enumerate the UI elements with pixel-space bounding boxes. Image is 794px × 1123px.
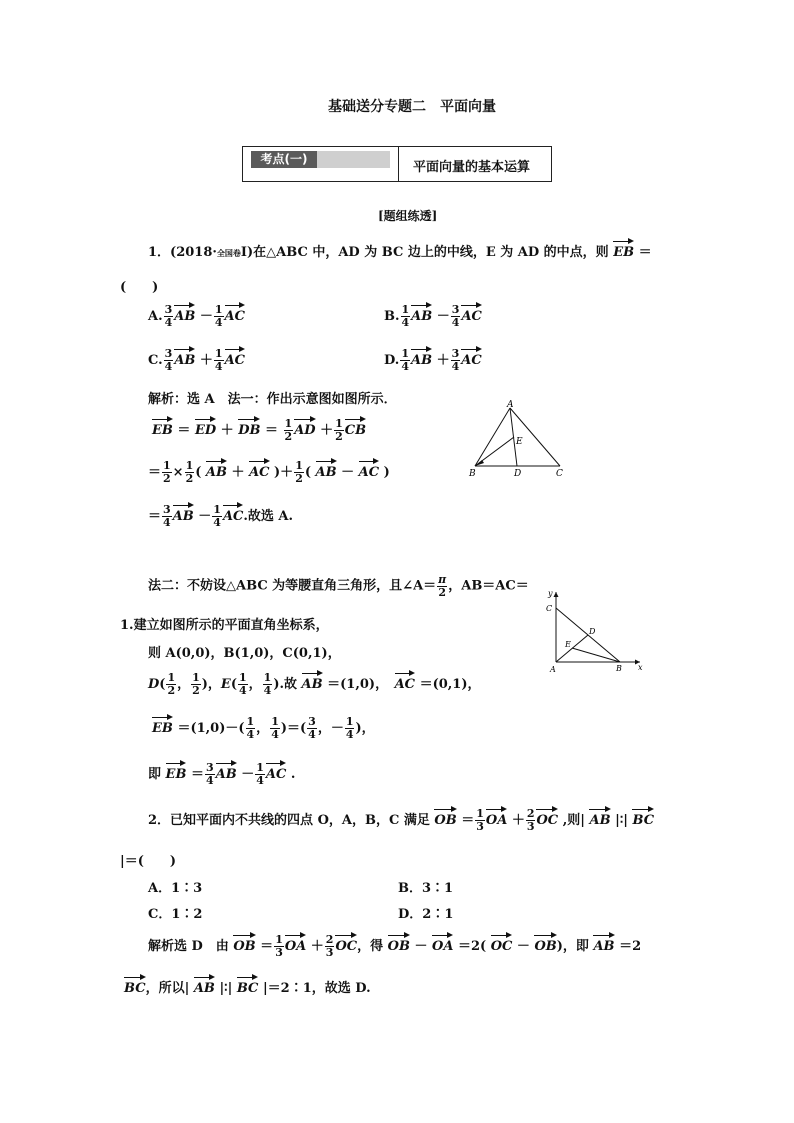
topic-title: 平面向量的基本运算 bbox=[413, 160, 531, 175]
solution-1-conclusion: .故选 A. bbox=[243, 509, 294, 524]
method-2-text-gu: .故 bbox=[279, 677, 298, 692]
solution-1-intro: 解析：选 A 法一：作出示意图如图所示． bbox=[148, 392, 397, 407]
axis-label-x: x bbox=[638, 663, 643, 672]
solution-2-text-h: |＝2∶1，故选 D. bbox=[262, 981, 371, 996]
vector-ac-value: ＝(0,1)， bbox=[419, 677, 481, 692]
solution-1-line-1: EB ＝ ED ＋ DB ＝ $\frac{1}{2}$ AD ＋ $\frac{1}{2}$ CB bbox=[152, 417, 367, 443]
question-1-stem: 1．(2018·全国卷Ⅰ)在△ABC 中，AD 为 BC 边上的中线，E 为 AD 的中点，则 EB ＝ bbox=[148, 240, 652, 260]
axis-label-y: y bbox=[548, 589, 553, 598]
question-2-text-b: ,则| bbox=[562, 813, 585, 828]
point-label-D: D bbox=[589, 627, 596, 636]
coordinate-figure bbox=[540, 588, 650, 676]
topic-box bbox=[242, 146, 552, 182]
solution-2-line-1: 解析选 D 由 OB ＝ $\frac{1}{3}$ OA ＋ $\frac{2}{3}$ OC，得 OB － OA ＝2( OC － OB)，即 AB ＝2 bbox=[148, 933, 642, 959]
option-2-A: A．1∶3 bbox=[148, 881, 203, 896]
option-label: D. bbox=[384, 353, 400, 368]
option-2-C: C．1∶2 bbox=[148, 907, 203, 922]
method-2-text-a: 法二：不妨设△ABC 为等腰直角三角形，且∠A＝ bbox=[148, 578, 437, 594]
method-2-text-d: 即 bbox=[148, 767, 162, 782]
solution-2-text-e: ＝2 bbox=[619, 939, 642, 954]
question-2-stem: 2．已知平面内不共线的四点 O，A，B，C 满足 OB ＝ $\frac{1}{3}$ OA ＋ $\frac{2}{3}$ OC ,则| AB |∶| BC bbox=[148, 807, 655, 833]
solution-2-text-b: ，得 bbox=[357, 939, 384, 954]
method-2-line-4: D( $\frac{1}{2}$ ， $\frac{1}{2}$ )，E( $\frac{1}{4}$ ， $\frac{1}{4}$ ).故 AB ＝(1,0)， AC ＝(0,1)， bbox=[148, 671, 481, 697]
method-2-line-6: 即 EB ＝ $\frac{3}{4}$ AB － $\frac{1}{4}$ AC . bbox=[148, 761, 296, 787]
option-2-D: D．2∶1 bbox=[398, 907, 454, 922]
point-label-C: C bbox=[546, 604, 553, 613]
solution-2-text-g: |∶| bbox=[219, 981, 233, 996]
question-source-paper: 全国卷 bbox=[216, 248, 241, 258]
page-title: 基础送分专题二 平面向量 bbox=[328, 99, 496, 115]
method-2-text-b: ，AB＝AC＝ bbox=[448, 578, 529, 594]
point-label-A: A bbox=[507, 400, 514, 410]
topic-tag: 考点(一) bbox=[251, 151, 317, 168]
option-2-B: B．3∶1 bbox=[398, 881, 454, 896]
vector-ab-value: ＝(1,0)， bbox=[327, 677, 382, 692]
point-label-D: D bbox=[514, 469, 522, 479]
point-label-A: A bbox=[550, 665, 556, 674]
solution-2-text-f: ，所以| bbox=[145, 981, 190, 996]
triangle-figure bbox=[460, 398, 580, 482]
solution-2-text-a: 解析选 D 由 bbox=[148, 939, 229, 954]
method-2-line-5: EB ＝(1,0)－( $\frac{1}{4}$ ， $\frac{1}{4}$ )＝( $\frac{3}{4}$ ，－ $\frac{1}{4}$ )， bbox=[152, 715, 375, 741]
option-label: A. bbox=[148, 309, 163, 324]
point-label-C: C bbox=[556, 469, 563, 479]
solution-1-line-2: ＝ $\frac{1}{2}$ × $\frac{1}{2}$ ( AB ＋ AC )＋ $\frac{1}{2}$ ( AB － AC ) bbox=[148, 459, 390, 485]
method-2-line-2: 1.建立如图所示的平面直角坐标系， bbox=[120, 618, 329, 633]
solution-2-text-d: )，即 bbox=[556, 939, 589, 954]
question-2-text-a: 2．已知平面内不共线的四点 O，A，B，C 满足 bbox=[148, 813, 430, 828]
option-label: C. bbox=[148, 353, 163, 368]
option-A: A. $\frac{3}{4}$ AB － $\frac{1}{4}$ AC bbox=[148, 303, 245, 329]
topic-tag-cell bbox=[243, 147, 399, 181]
topic-tag-band bbox=[317, 151, 390, 168]
vector-EB: EB bbox=[613, 240, 634, 259]
solution-1-line-3: ＝ $\frac{3}{4}$ AB － $\frac{1}{4}$ AC.故选 A. bbox=[148, 503, 294, 529]
section-label: [题组练透] bbox=[378, 209, 438, 223]
question-source: (2018· bbox=[170, 245, 217, 260]
point-label-B: B bbox=[616, 664, 622, 673]
question-number: 1． bbox=[148, 245, 171, 260]
question-text: Ⅰ)在△ABC 中，AD 为 BC 边上的中线，E 为 AD 的中点，则 bbox=[240, 245, 609, 260]
point-label-E: E bbox=[516, 437, 523, 447]
solution-2-text-c: ＝2( bbox=[458, 939, 487, 954]
option-C: C. $\frac{3}{4}$ AB ＋ $\frac{1}{4}$ AC bbox=[148, 347, 246, 373]
solution-2-line-2: BC，所以| AB |∶| BC |＝2∶1，故选 D. bbox=[124, 976, 371, 996]
question-2-text-c: |∶| bbox=[615, 813, 628, 828]
method-2-line-1: 法二：不妨设△ABC 为等腰直角三角形，且∠A＝ $\frac{\pi}{2}$ ，AB＝AC＝ bbox=[148, 573, 529, 599]
method-2-text-c: ＝(1,0)－ bbox=[177, 721, 239, 736]
point-label-B: B bbox=[469, 469, 476, 479]
point-label-E: E bbox=[565, 640, 571, 649]
option-B: B. $\frac{1}{4}$ AB － $\frac{3}{4}$ AC bbox=[384, 303, 482, 329]
option-label: B. bbox=[384, 309, 400, 324]
method-2-line-3: 则 A(0,0)，B(1,0)，C(0,1)， bbox=[148, 646, 341, 661]
option-D: D. $\frac{1}{4}$ AB ＋ $\frac{3}{4}$ AC bbox=[384, 347, 482, 373]
question-2-blank: |＝( ) bbox=[120, 854, 177, 869]
question-1-blank: ( ) bbox=[120, 280, 159, 295]
